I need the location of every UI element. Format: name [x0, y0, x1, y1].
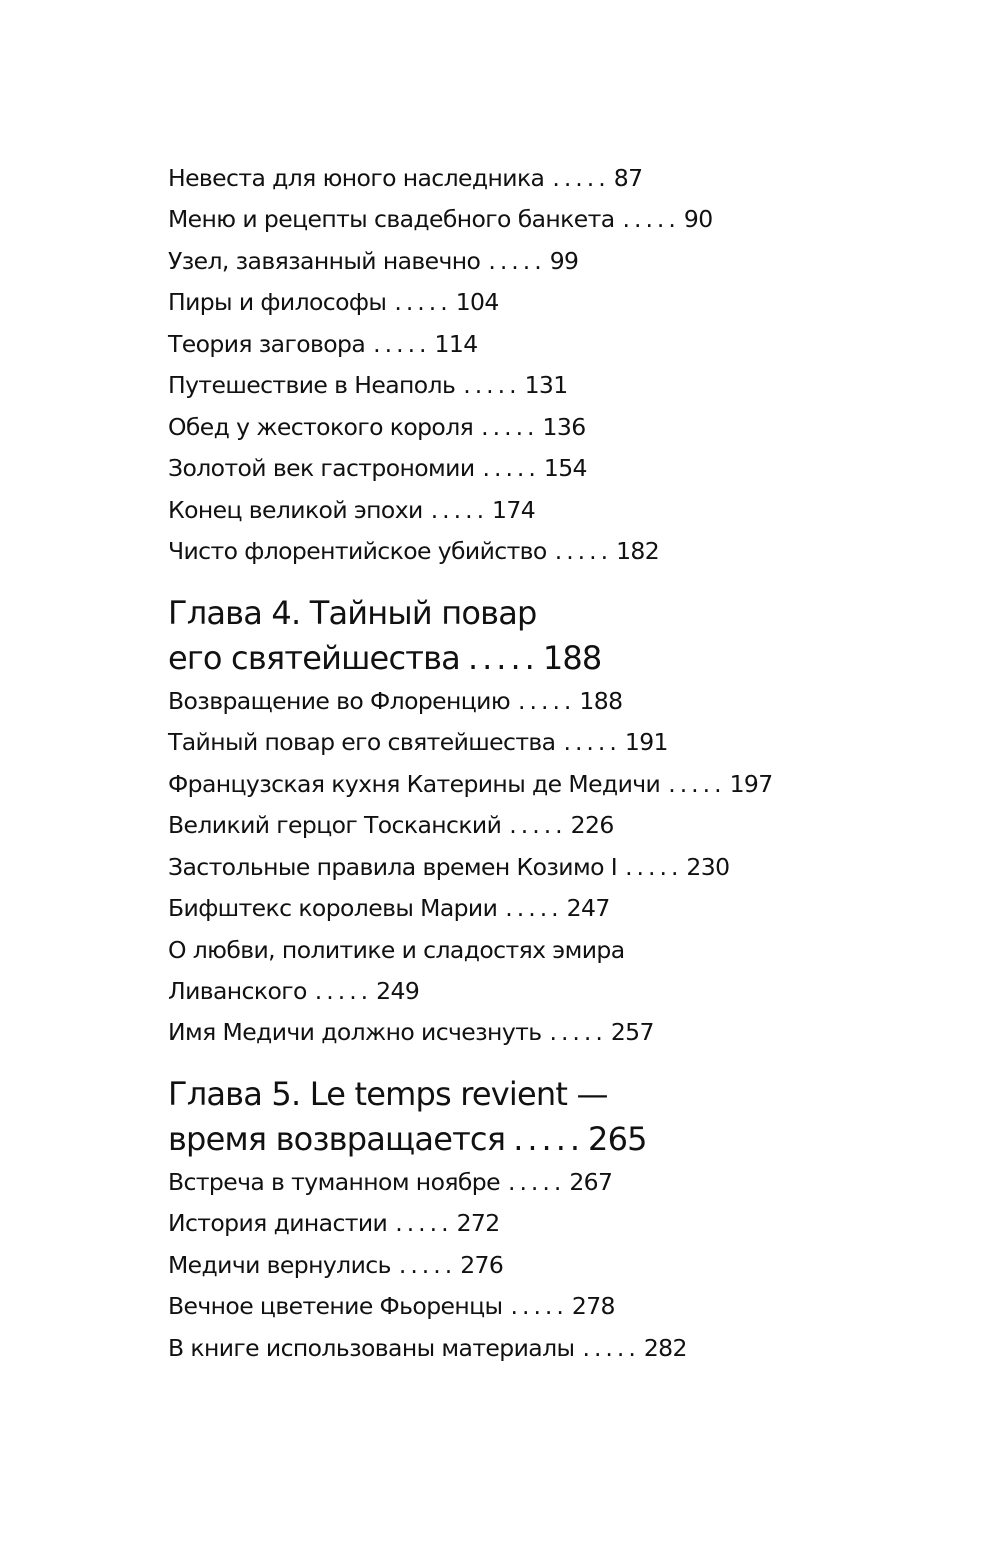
- toc-entry-title: Вечное цветение Фьоренцы: [168, 1292, 503, 1320]
- toc-entry-page: 276: [460, 1251, 504, 1279]
- toc-leader: .....: [482, 454, 540, 482]
- toc-entry-title: Теория заговора: [168, 330, 366, 358]
- toc-leader: .....: [395, 1209, 453, 1237]
- toc-entry-page: 230: [686, 853, 730, 881]
- toc-entry: [168, 1166, 612, 1198]
- toc-entry: [168, 369, 568, 401]
- chapter-title: Глава 5. Le temps revient —: [168, 1075, 608, 1113]
- toc-entry-page: 278: [571, 1292, 615, 1320]
- toc-entry: [168, 1249, 503, 1281]
- toc-leader: .....: [481, 413, 539, 441]
- toc-leader: .....: [582, 1334, 640, 1362]
- toc-entry-title: Чисто флорентийское убийство: [168, 537, 547, 565]
- toc-entry: [168, 203, 713, 235]
- toc-entry: [168, 685, 622, 717]
- toc-entry-title: О любви, политике и сладостях эмира: [168, 936, 625, 964]
- toc-entry-page: 182: [616, 537, 660, 565]
- toc-leader: .....: [463, 371, 521, 399]
- toc-entry-page: 282: [643, 1334, 687, 1362]
- toc-entry: [168, 245, 578, 277]
- toc-leader: .....: [622, 205, 680, 233]
- toc-entry-title: Французская кухня Катерины де Медичи: [168, 770, 661, 798]
- toc-entry: [168, 726, 668, 758]
- toc-leader: .....: [314, 977, 373, 1005]
- toc-leader: .....: [552, 164, 610, 192]
- toc-entry-title: Великий герцог Тосканский: [168, 811, 502, 839]
- toc-entry: [168, 1207, 500, 1239]
- toc-entry-title: Имя Медичи должно исчезнуть: [168, 1018, 542, 1046]
- toc-entry: [168, 975, 419, 1007]
- toc-entry-title: Невеста для юного наследника: [168, 164, 545, 192]
- toc-entry: [168, 286, 499, 318]
- toc-entry: [168, 851, 729, 883]
- toc-entry-title: Золотой век гастрономии: [168, 454, 475, 482]
- toc-entry: [168, 1016, 654, 1048]
- toc-entry-page: 272: [456, 1209, 500, 1237]
- toc-entry-page: 197: [729, 770, 773, 798]
- toc-leader: .....: [430, 496, 489, 524]
- toc-leader: .....: [563, 728, 621, 756]
- chapter-heading-line: [168, 1071, 608, 1117]
- toc-entry-page: 257: [610, 1018, 654, 1046]
- toc-entry-page: 104: [455, 288, 499, 316]
- toc-leader: .....: [373, 330, 431, 358]
- toc-leader: .....: [467, 639, 539, 677]
- toc-leader: .....: [549, 1018, 607, 1046]
- toc-entry: [168, 328, 478, 360]
- toc-entry-page: 247: [566, 894, 610, 922]
- toc-entry: [168, 768, 773, 800]
- chapter-title: время возвращается: [168, 1120, 506, 1158]
- toc-leader: .....: [513, 1120, 585, 1158]
- toc-entry-page: 136: [542, 413, 586, 441]
- toc-entry: [168, 1290, 615, 1322]
- toc-leader: .....: [510, 1292, 568, 1320]
- chapter-heading-line: [168, 590, 537, 636]
- toc-entry-page: 154: [543, 454, 587, 482]
- chapter-heading-line: [168, 1116, 647, 1162]
- toc-leader: .....: [554, 537, 613, 565]
- toc-entry-page: 90: [683, 205, 713, 233]
- toc-entry: [168, 162, 642, 194]
- toc-leader: .....: [518, 687, 576, 715]
- toc-entry: [168, 1332, 687, 1364]
- toc-entry-title: Путешествие в Неаполь: [168, 371, 456, 399]
- toc-entry-page: 267: [569, 1168, 613, 1196]
- toc-entry-title: Конец великой эпохи: [168, 496, 423, 524]
- toc-leader: .....: [507, 1168, 566, 1196]
- toc-entry-title: В книге использованы материалы: [168, 1334, 575, 1362]
- toc-entry-title: Бифштекс королевы Марии: [168, 894, 498, 922]
- toc-entry-page: 99: [549, 247, 579, 275]
- toc-entry: [168, 411, 586, 443]
- toc-entry: [168, 809, 614, 841]
- toc-entry-page: 226: [570, 811, 614, 839]
- toc-entry: [168, 934, 625, 966]
- toc-entry-page: 174: [492, 496, 536, 524]
- toc-entry: [168, 535, 659, 567]
- toc-entry-title: Ливанского: [168, 977, 307, 1005]
- chapter-title: его святейшества: [168, 639, 460, 677]
- toc-leader: .....: [509, 811, 567, 839]
- chapter-page: 188: [542, 639, 602, 677]
- toc-leader: .....: [394, 288, 452, 316]
- toc-leader: .....: [668, 770, 726, 798]
- toc-entry: [168, 494, 535, 526]
- toc-entry: [168, 452, 587, 484]
- chapter-heading-line: [168, 635, 602, 681]
- chapter-page: 265: [588, 1120, 647, 1158]
- toc-entry-title: Тайный повар его святейшества: [168, 728, 556, 756]
- toc-entry-page: 191: [624, 728, 668, 756]
- toc-entry-title: История династии: [168, 1209, 388, 1237]
- toc-entry-title: Меню и рецепты свадебного банкета: [168, 205, 615, 233]
- toc-leader: .....: [488, 247, 546, 275]
- toc-leader: .....: [625, 853, 683, 881]
- toc-entry-title: Встреча в туманном ноябре: [168, 1168, 500, 1196]
- toc-entry-page: 188: [579, 687, 623, 715]
- toc-entry: [168, 892, 610, 924]
- toc-entry-page: 249: [376, 977, 420, 1005]
- toc-entry-title: Узел, завязанный навечно: [168, 247, 481, 275]
- chapter-title: Глава 4. Тайный повар: [168, 594, 537, 632]
- toc-entry-title: Обед у жестокого короля: [168, 413, 474, 441]
- toc-entry-title: Застольные правила времен Козимо I: [168, 853, 618, 881]
- toc-entry-title: Возвращение во Флоренцию: [168, 687, 511, 715]
- toc-entry-title: Медичи вернулись: [168, 1251, 391, 1279]
- toc-leader: .....: [398, 1251, 457, 1279]
- toc-entry-page: 131: [524, 371, 568, 399]
- toc-entry-page: 87: [613, 164, 643, 192]
- toc-entry-page: 114: [434, 330, 478, 358]
- toc-entry-title: Пиры и философы: [168, 288, 387, 316]
- toc-leader: .....: [505, 894, 563, 922]
